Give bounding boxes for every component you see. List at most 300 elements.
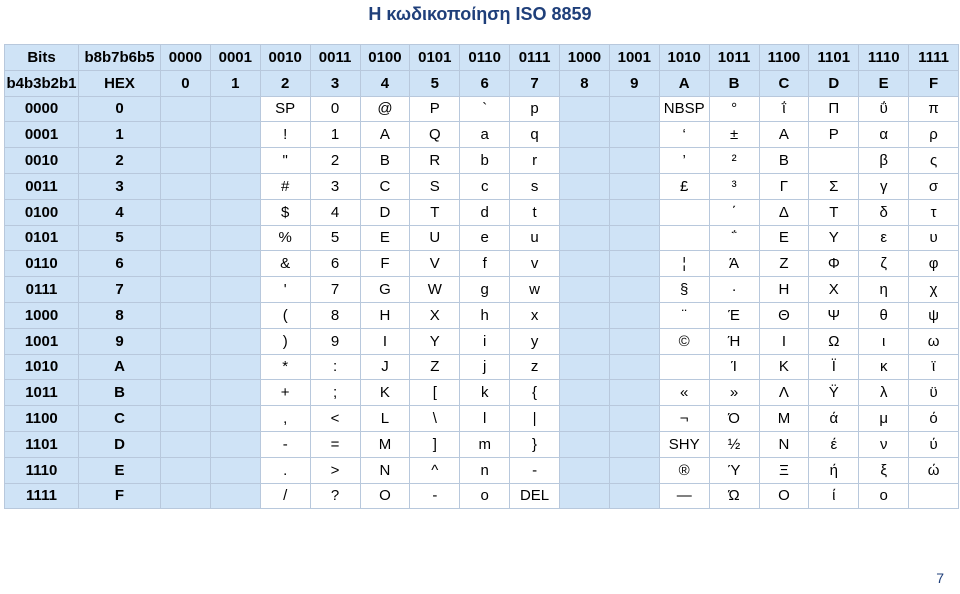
header-cell: 1101 bbox=[809, 45, 859, 71]
char-cell: ΰ bbox=[859, 96, 909, 122]
char-cell: - bbox=[510, 457, 560, 483]
char-cell: Σ bbox=[809, 173, 859, 199]
char-cell: j bbox=[460, 354, 510, 380]
char-cell: SP bbox=[260, 96, 310, 122]
char-cell: " bbox=[260, 148, 310, 174]
control-code-cell bbox=[210, 225, 260, 251]
char-cell: Δ bbox=[759, 199, 809, 225]
char-cell: χ bbox=[909, 277, 959, 303]
row-header-cell: 0111 bbox=[5, 277, 79, 303]
char-cell: ϋ bbox=[909, 380, 959, 406]
char-cell: < bbox=[310, 406, 360, 432]
char-cell: ? bbox=[310, 483, 360, 509]
char-cell: Ώ bbox=[709, 483, 759, 509]
char-cell: Λ bbox=[759, 380, 809, 406]
header-cell: 0000 bbox=[161, 45, 211, 71]
char-cell: κ bbox=[859, 354, 909, 380]
char-cell: W bbox=[410, 277, 460, 303]
char-cell: c bbox=[460, 173, 510, 199]
char-cell: Ω bbox=[809, 328, 859, 354]
row-header-cell: 1100 bbox=[5, 406, 79, 432]
row-header-cell: C bbox=[79, 406, 161, 432]
control-code-cell bbox=[161, 431, 211, 457]
char-cell: « bbox=[659, 380, 709, 406]
row-header-cell: 0110 bbox=[5, 251, 79, 277]
char-cell: @ bbox=[360, 96, 410, 122]
header-cell: 0 bbox=[161, 70, 211, 96]
char-cell: Ή bbox=[709, 328, 759, 354]
char-cell: a bbox=[460, 122, 510, 148]
header-cell: 0111 bbox=[510, 45, 560, 71]
header-row bbox=[5, 70, 959, 96]
char-cell: | bbox=[510, 406, 560, 432]
char-cell: υ bbox=[909, 225, 959, 251]
header-cell: 6 bbox=[460, 70, 510, 96]
char-cell: ³ bbox=[709, 173, 759, 199]
control-code-cell bbox=[210, 277, 260, 303]
char-cell: ® bbox=[659, 457, 709, 483]
char-cell: ; bbox=[310, 380, 360, 406]
char-cell: ² bbox=[709, 148, 759, 174]
char-cell: © bbox=[659, 328, 709, 354]
header-cell: E bbox=[859, 70, 909, 96]
row-header-cell: 1000 bbox=[5, 302, 79, 328]
row-header-cell: 6 bbox=[79, 251, 161, 277]
char-cell: 8 bbox=[310, 302, 360, 328]
char-cell: Ρ bbox=[809, 122, 859, 148]
char-cell: 4 bbox=[310, 199, 360, 225]
control-code-cell bbox=[609, 328, 659, 354]
char-cell: + bbox=[260, 380, 310, 406]
table-row bbox=[5, 354, 959, 380]
header-cell: 1 bbox=[210, 70, 260, 96]
table-row bbox=[5, 431, 959, 457]
char-cell: ― bbox=[659, 483, 709, 509]
char-cell: 7 bbox=[310, 277, 360, 303]
char-cell: γ bbox=[859, 173, 909, 199]
char-cell: ε bbox=[859, 225, 909, 251]
control-code-cell bbox=[161, 96, 211, 122]
control-code-cell bbox=[560, 122, 610, 148]
char-cell: π bbox=[909, 96, 959, 122]
header-cell: 4 bbox=[360, 70, 410, 96]
char-cell: ) bbox=[260, 328, 310, 354]
char-cell: R bbox=[410, 148, 460, 174]
table-row bbox=[5, 148, 959, 174]
header-cell: b4b3b2b1 bbox=[5, 70, 79, 96]
header-cell: 0101 bbox=[410, 45, 460, 71]
char-cell: f bbox=[460, 251, 510, 277]
control-code-cell bbox=[210, 122, 260, 148]
char-cell: Ξ bbox=[759, 457, 809, 483]
char-cell: Q bbox=[410, 122, 460, 148]
char-cell: k bbox=[460, 380, 510, 406]
control-code-cell bbox=[560, 225, 610, 251]
row-header-cell: 1010 bbox=[5, 354, 79, 380]
control-code-cell bbox=[161, 173, 211, 199]
char-cell: N bbox=[360, 457, 410, 483]
char-cell: G bbox=[360, 277, 410, 303]
char-cell: ΐ bbox=[759, 96, 809, 122]
char-cell: ° bbox=[709, 96, 759, 122]
char-cell bbox=[659, 225, 709, 251]
char-cell: θ bbox=[859, 302, 909, 328]
table-row bbox=[5, 251, 959, 277]
table-row bbox=[5, 122, 959, 148]
row-header-cell: 9 bbox=[79, 328, 161, 354]
char-cell: K bbox=[360, 380, 410, 406]
char-cell: : bbox=[310, 354, 360, 380]
row-header-cell: A bbox=[79, 354, 161, 380]
char-cell: ¦ bbox=[659, 251, 709, 277]
table-row bbox=[5, 457, 959, 483]
header-cell: 7 bbox=[510, 70, 560, 96]
row-header-cell: 0 bbox=[79, 96, 161, 122]
char-cell: e bbox=[460, 225, 510, 251]
control-code-cell bbox=[560, 199, 610, 225]
control-code-cell bbox=[161, 380, 211, 406]
table-row bbox=[5, 380, 959, 406]
header-cell: D bbox=[809, 70, 859, 96]
header-cell: 0001 bbox=[210, 45, 260, 71]
char-cell: ω bbox=[909, 328, 959, 354]
control-code-cell bbox=[609, 302, 659, 328]
char-cell: Θ bbox=[759, 302, 809, 328]
char-cell: L bbox=[360, 406, 410, 432]
char-cell: ' bbox=[260, 277, 310, 303]
char-cell: o bbox=[460, 483, 510, 509]
table-row bbox=[5, 225, 959, 251]
control-code-cell bbox=[210, 431, 260, 457]
control-code-cell bbox=[609, 122, 659, 148]
char-cell: DEL bbox=[510, 483, 560, 509]
row-header-cell: 0010 bbox=[5, 148, 79, 174]
char-cell: J bbox=[360, 354, 410, 380]
control-code-cell bbox=[609, 277, 659, 303]
char-cell: Α bbox=[759, 122, 809, 148]
char-cell: % bbox=[260, 225, 310, 251]
control-code-cell bbox=[161, 457, 211, 483]
header-cell: 1110 bbox=[859, 45, 909, 71]
char-cell: Ζ bbox=[759, 251, 809, 277]
char-cell: ± bbox=[709, 122, 759, 148]
row-header-cell: 8 bbox=[79, 302, 161, 328]
char-cell: Τ bbox=[809, 199, 859, 225]
char-cell: NBSP bbox=[659, 96, 709, 122]
char-cell: i bbox=[460, 328, 510, 354]
char-cell: α bbox=[859, 122, 909, 148]
char-cell: ς bbox=[909, 148, 959, 174]
table-row bbox=[5, 96, 959, 122]
char-cell: Ν bbox=[759, 431, 809, 457]
control-code-cell bbox=[210, 483, 260, 509]
control-code-cell bbox=[560, 457, 610, 483]
header-cell: C bbox=[759, 70, 809, 96]
row-header-cell: 0011 bbox=[5, 173, 79, 199]
char-cell: ¬ bbox=[659, 406, 709, 432]
char-cell: ¨ bbox=[659, 302, 709, 328]
table-row bbox=[5, 173, 959, 199]
char-cell: ά bbox=[809, 406, 859, 432]
control-code-cell bbox=[560, 96, 610, 122]
char-cell: ι bbox=[859, 328, 909, 354]
control-code-cell bbox=[560, 173, 610, 199]
char-cell: u bbox=[510, 225, 560, 251]
char-cell: Έ bbox=[709, 302, 759, 328]
control-code-cell bbox=[560, 251, 610, 277]
char-cell: h bbox=[460, 302, 510, 328]
control-code-cell bbox=[161, 354, 211, 380]
char-cell: Ύ bbox=[709, 457, 759, 483]
char-cell: Η bbox=[759, 277, 809, 303]
header-cell: 1111 bbox=[909, 45, 959, 71]
control-code-cell bbox=[609, 380, 659, 406]
control-code-cell bbox=[210, 251, 260, 277]
char-cell: / bbox=[260, 483, 310, 509]
char-cell: φ bbox=[909, 251, 959, 277]
char-cell: > bbox=[310, 457, 360, 483]
control-code-cell bbox=[161, 225, 211, 251]
header-cell: 1011 bbox=[709, 45, 759, 71]
control-code-cell bbox=[161, 483, 211, 509]
char-cell: ( bbox=[260, 302, 310, 328]
row-header-cell: 3 bbox=[79, 173, 161, 199]
char-cell: Β bbox=[759, 148, 809, 174]
char-cell: Κ bbox=[759, 354, 809, 380]
page-title: Η κωδικοποίηση ISO 8859 bbox=[368, 4, 592, 24]
char-cell bbox=[909, 483, 959, 509]
control-code-cell bbox=[609, 96, 659, 122]
char-cell: ’ bbox=[659, 148, 709, 174]
header-cell: Bits bbox=[5, 45, 79, 71]
char-cell: P bbox=[410, 96, 460, 122]
char-cell: ΅ bbox=[709, 225, 759, 251]
control-code-cell bbox=[560, 148, 610, 174]
header-cell: 8 bbox=[560, 70, 610, 96]
control-code-cell bbox=[560, 277, 610, 303]
row-header-cell: 1111 bbox=[5, 483, 79, 509]
header-cell: b8b7b6b5 bbox=[79, 45, 161, 71]
char-cell: 0 bbox=[310, 96, 360, 122]
char-cell: 1 bbox=[310, 122, 360, 148]
char-cell: l bbox=[460, 406, 510, 432]
control-code-cell bbox=[609, 431, 659, 457]
control-code-cell bbox=[609, 354, 659, 380]
iso8859-code-table bbox=[4, 44, 959, 509]
char-cell: ρ bbox=[909, 122, 959, 148]
control-code-cell bbox=[609, 483, 659, 509]
row-header-cell: 0101 bbox=[5, 225, 79, 251]
char-cell: £ bbox=[659, 173, 709, 199]
char-cell: ^ bbox=[410, 457, 460, 483]
char-cell: x bbox=[510, 302, 560, 328]
char-cell bbox=[659, 199, 709, 225]
char-cell: ½ bbox=[709, 431, 759, 457]
table-row bbox=[5, 277, 959, 303]
char-cell: \ bbox=[410, 406, 460, 432]
header-cell: 1010 bbox=[659, 45, 709, 71]
control-code-cell bbox=[161, 328, 211, 354]
char-cell: s bbox=[510, 173, 560, 199]
char-cell: Ϋ bbox=[809, 380, 859, 406]
char-cell: T bbox=[410, 199, 460, 225]
char-cell: } bbox=[510, 431, 560, 457]
char-cell: g bbox=[460, 277, 510, 303]
control-code-cell bbox=[161, 199, 211, 225]
char-cell: # bbox=[260, 173, 310, 199]
header-cell: HEX bbox=[79, 70, 161, 96]
control-code-cell bbox=[210, 199, 260, 225]
header-cell: B bbox=[709, 70, 759, 96]
control-code-cell bbox=[609, 457, 659, 483]
table-row bbox=[5, 406, 959, 432]
row-header-cell: 7 bbox=[79, 277, 161, 303]
char-cell: Ψ bbox=[809, 302, 859, 328]
header-cell: F bbox=[909, 70, 959, 96]
header-cell: 5 bbox=[410, 70, 460, 96]
char-cell: 3 bbox=[310, 173, 360, 199]
control-code-cell bbox=[161, 277, 211, 303]
row-header-cell: E bbox=[79, 457, 161, 483]
char-cell: 6 bbox=[310, 251, 360, 277]
char-cell: ώ bbox=[909, 457, 959, 483]
char-cell: Ό bbox=[709, 406, 759, 432]
header-cell: 0100 bbox=[360, 45, 410, 71]
char-cell: ‘ bbox=[659, 122, 709, 148]
char-cell: M bbox=[360, 431, 410, 457]
char-cell: . bbox=[260, 457, 310, 483]
char-cell: η bbox=[859, 277, 909, 303]
char-cell: έ bbox=[809, 431, 859, 457]
char-cell: U bbox=[410, 225, 460, 251]
char-cell: p bbox=[510, 96, 560, 122]
header-cell: 1100 bbox=[759, 45, 809, 71]
table-row bbox=[5, 302, 959, 328]
control-code-cell bbox=[210, 148, 260, 174]
char-cell: Χ bbox=[809, 277, 859, 303]
header-cell: 0110 bbox=[460, 45, 510, 71]
header-cell: 2 bbox=[260, 70, 310, 96]
char-cell: ζ bbox=[859, 251, 909, 277]
char-cell: » bbox=[709, 380, 759, 406]
char-cell: r bbox=[510, 148, 560, 174]
control-code-cell bbox=[210, 302, 260, 328]
control-code-cell bbox=[210, 457, 260, 483]
control-code-cell bbox=[560, 380, 610, 406]
char-cell: 5 bbox=[310, 225, 360, 251]
char-cell: n bbox=[460, 457, 510, 483]
char-cell: § bbox=[659, 277, 709, 303]
char-cell: $ bbox=[260, 199, 310, 225]
char-cell: = bbox=[310, 431, 360, 457]
control-code-cell bbox=[560, 354, 610, 380]
char-cell: σ bbox=[909, 173, 959, 199]
char-cell: ] bbox=[410, 431, 460, 457]
control-code-cell bbox=[210, 380, 260, 406]
char-cell: ή bbox=[809, 457, 859, 483]
char-cell: Ά bbox=[709, 251, 759, 277]
control-code-cell bbox=[560, 483, 610, 509]
char-cell: X bbox=[410, 302, 460, 328]
char-cell: D bbox=[360, 199, 410, 225]
char-cell: F bbox=[360, 251, 410, 277]
control-code-cell bbox=[210, 406, 260, 432]
control-code-cell bbox=[609, 199, 659, 225]
header-cell: 1000 bbox=[560, 45, 610, 71]
char-cell: z bbox=[510, 354, 560, 380]
char-cell: Ί bbox=[709, 354, 759, 380]
header-cell: 1001 bbox=[609, 45, 659, 71]
control-code-cell bbox=[210, 96, 260, 122]
char-cell: ξ bbox=[859, 457, 909, 483]
row-header-cell: 5 bbox=[79, 225, 161, 251]
char-cell: B bbox=[360, 148, 410, 174]
char-cell: V bbox=[410, 251, 460, 277]
header-cell: 0011 bbox=[310, 45, 360, 71]
row-header-cell: 1101 bbox=[5, 431, 79, 457]
char-cell bbox=[809, 148, 859, 174]
char-cell: ό bbox=[909, 406, 959, 432]
char-cell: ΄ bbox=[709, 199, 759, 225]
char-cell: ! bbox=[260, 122, 310, 148]
row-header-cell: 0000 bbox=[5, 96, 79, 122]
header-cell: A bbox=[659, 70, 709, 96]
header-cell: 0010 bbox=[260, 45, 310, 71]
char-cell: Φ bbox=[809, 251, 859, 277]
char-cell: S bbox=[410, 173, 460, 199]
char-cell: 2 bbox=[310, 148, 360, 174]
char-cell: ν bbox=[859, 431, 909, 457]
control-code-cell bbox=[609, 148, 659, 174]
control-code-cell bbox=[560, 431, 610, 457]
control-code-cell bbox=[560, 302, 610, 328]
char-cell: O bbox=[360, 483, 410, 509]
char-cell: t bbox=[510, 199, 560, 225]
char-cell: , bbox=[260, 406, 310, 432]
char-cell: I bbox=[360, 328, 410, 354]
char-cell: - bbox=[260, 431, 310, 457]
char-cell: δ bbox=[859, 199, 909, 225]
row-header-cell: 0001 bbox=[5, 122, 79, 148]
char-cell: d bbox=[460, 199, 510, 225]
char-cell: SHY bbox=[659, 431, 709, 457]
char-cell: Y bbox=[410, 328, 460, 354]
row-header-cell: B bbox=[79, 380, 161, 406]
control-code-cell bbox=[161, 251, 211, 277]
char-cell: Ε bbox=[759, 225, 809, 251]
char-cell: C bbox=[360, 173, 410, 199]
row-header-cell: 1001 bbox=[5, 328, 79, 354]
control-code-cell bbox=[609, 406, 659, 432]
char-cell: Γ bbox=[759, 173, 809, 199]
page-number: 7 bbox=[936, 570, 944, 586]
char-cell: v bbox=[510, 251, 560, 277]
control-code-cell bbox=[161, 302, 211, 328]
char-cell: m bbox=[460, 431, 510, 457]
char-cell: A bbox=[360, 122, 410, 148]
row-header-cell: 1011 bbox=[5, 380, 79, 406]
char-cell: Z bbox=[410, 354, 460, 380]
char-cell: Μ bbox=[759, 406, 809, 432]
char-cell: Π bbox=[809, 96, 859, 122]
row-header-cell: 0100 bbox=[5, 199, 79, 225]
header-cell: 3 bbox=[310, 70, 360, 96]
char-cell: Ι bbox=[759, 328, 809, 354]
char-cell bbox=[659, 354, 709, 380]
row-header-cell: D bbox=[79, 431, 161, 457]
table-row bbox=[5, 483, 959, 509]
control-code-cell bbox=[609, 173, 659, 199]
